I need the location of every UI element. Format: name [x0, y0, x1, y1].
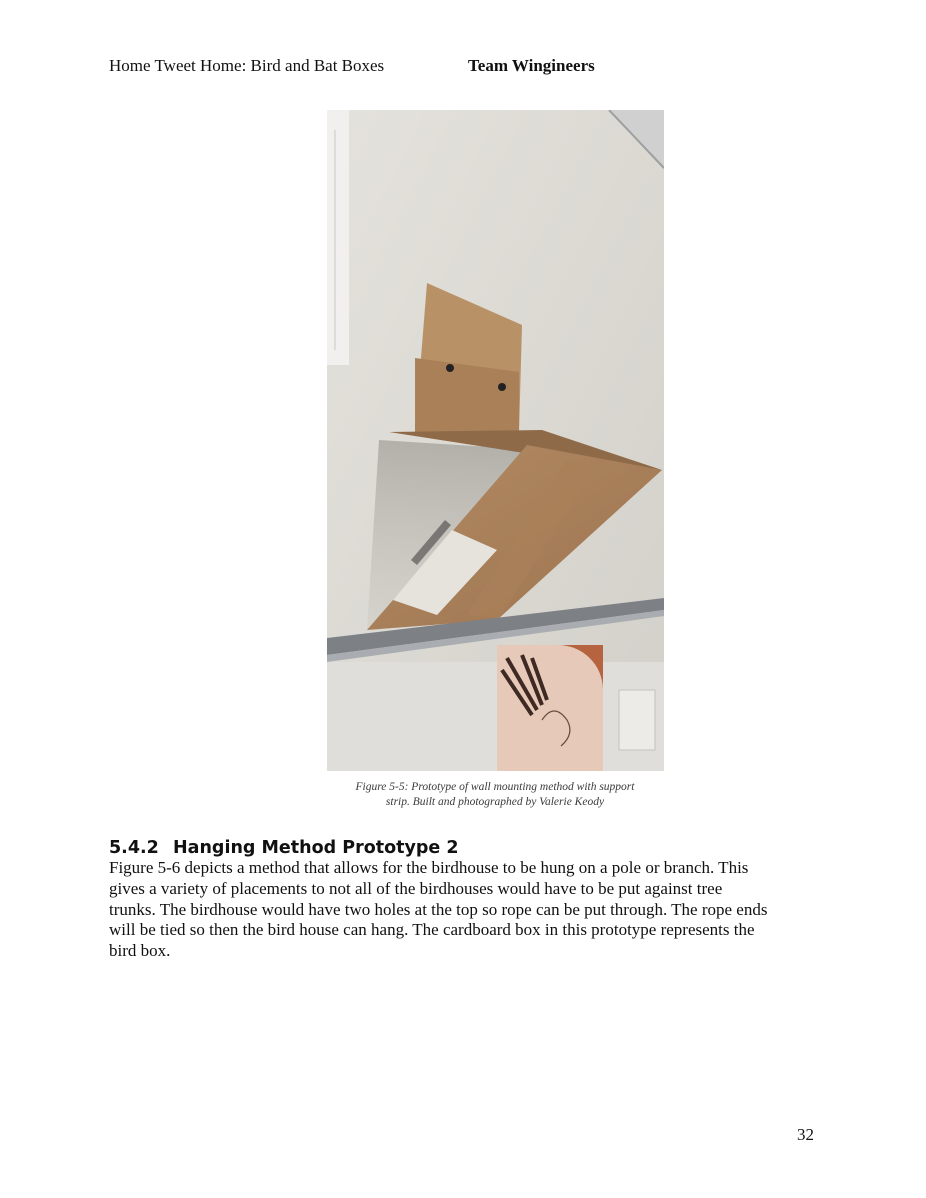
body-line: trunks. The birdhouse would have two holes at the top so rope can be put through. The rope ends — [109, 899, 768, 919]
figure-caption-line-1: Figure 5-5: Prototype of wall mounting method with support — [355, 781, 635, 793]
section-body — [109, 858, 829, 962]
body-line: gives a variety of placements to not all of the birdhouses would have to be put against tree — [109, 878, 723, 898]
section-heading — [109, 837, 459, 859]
figure-caption — [300, 780, 690, 810]
prototype-photo — [327, 110, 664, 771]
page-number: 32 — [797, 1125, 814, 1144]
section-title: Hanging Method Prototype 2 — [173, 838, 459, 858]
section-number: 5.4.2 — [109, 838, 159, 858]
running-header-team: Team Wingineers — [468, 56, 595, 75]
running-header-title: Home Tweet Home: Bird and Bat Boxes — [109, 56, 385, 75]
body-line: Figure 5-6 depicts a method that allows for the birdhouse to be hung on a pole or branch. This — [109, 858, 749, 877]
figure-caption-line-2: strip. Built and photographed by Valerie Keody — [385, 796, 605, 808]
body-line: bird box. — [109, 941, 171, 961]
body-line: will be tied so then the bird house can hang. The cardboard box in this prototype represents the — [109, 920, 755, 940]
